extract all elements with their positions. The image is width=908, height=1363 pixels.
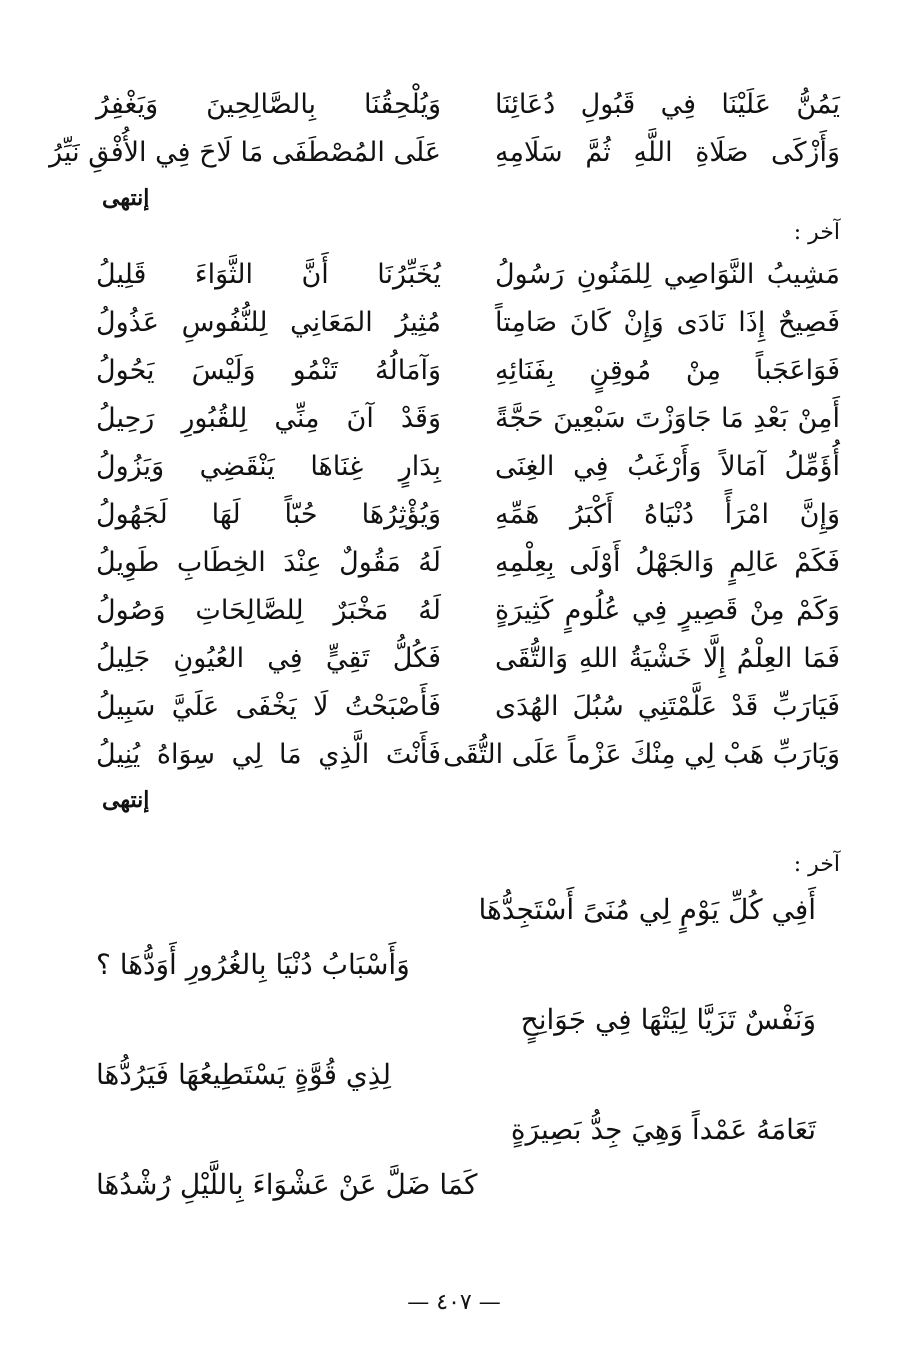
- poem-end-mark: إنتهى: [102, 185, 150, 211]
- verse-first-hemistich: فَيَارَبِّ قَدْ عَلَّمْتَنِي سُبُلَ الهُدَى: [495, 690, 840, 722]
- verse-second-hemistich: بِدَارٍ غِنَاهَا يَنْقَضِي وَيَزُولُ: [96, 450, 441, 482]
- poem-upper: [49, 80, 840, 822]
- poem-end-mark: إنتهى: [102, 787, 150, 813]
- verse-first-hemistich: مَشِيبُ النَّوَاصِي لِلمَنُونِ رَسُولُ: [495, 258, 840, 290]
- section-label: آخر :: [793, 852, 840, 877]
- verse-first-hemistich: أَمِنْ بَعْدِ مَا جَاوَزْتَ سَبْعِينَ حَجَّةً: [495, 402, 840, 434]
- verse-row: [49, 128, 840, 176]
- verse-second-hemistich: لَهُ مَخْبَرٌ لِلصَّالِحَاتِ وَصُولُ: [96, 594, 441, 626]
- verse-row: [96, 586, 840, 634]
- poem-line: وَنَفْسٌ تَزَيَّا لِيَتْهَا فِي جَوَانِحٍ: [520, 1003, 816, 1036]
- verse-first-hemistich: يَمُنُّ عَلَيْنَا فِي قَبُولِ دُعَائِنَا: [495, 88, 840, 120]
- poem-lower: [96, 848, 840, 1212]
- verse-second-hemistich: وَقَدْ آنَ مِنِّي لِلقُبُورِ رَحِيلُ: [96, 402, 441, 434]
- verse-second-hemistich: مُثِيرُ المَعَانِي لِلنُّفُوسِ عَذُولُ: [96, 306, 441, 338]
- verse-second-hemistich: لَهُ مَقُولٌ عِنْدَ الخِطَابِ طَوِيلُ: [96, 546, 441, 578]
- verse-row: [96, 682, 840, 730]
- verse-second-hemistich: عَلَى المُصْطَفَى مَا لَاحَ فِي الأُفْقِ نَيِّرُ: [49, 136, 441, 168]
- verse-first-hemistich: وَأَزْكَى صَلَاةِ اللَّهِ ثُمَّ سَلَامِهِ: [495, 136, 840, 168]
- verse-second-hemistich: فَأَصْبَحْتُ لَا يَخْفَى عَلَيَّ سَبِيلُ: [96, 690, 441, 722]
- poem-verses: [96, 250, 840, 778]
- verse-row: [96, 394, 840, 442]
- verse-second-hemistich: فَأَنْتَ الَّذِي مَا لِي سِوَاهُ يُنِيلُ: [96, 738, 441, 770]
- poem-line: تَعَامَهُ عَمْداً وَهِيَ جِدُّ بَصِيرَةٍ: [510, 1113, 816, 1146]
- verse-row: [96, 298, 840, 346]
- verse-second-hemistich: وَآمَالُهُ تَنْمُو وَلَيْسَ يَحُولُ: [96, 354, 441, 386]
- verse-first-hemistich: فَمَا العِلْمُ إِلَّا خَشْيَةُ اللهِ وَالتُّقَى: [495, 642, 840, 674]
- poem-line: كَمَا ضَلَّ عَنْ عَشْوَاءَ بِاللَّيْلِ رُشْدُهَا: [96, 1168, 478, 1201]
- verse-first-hemistich: فَصِيحٌ إِذَا نَادَى وَإِنْ كَانَ صَامِتاً: [495, 306, 840, 338]
- verse-first-hemistich: وَإِنَّ امْرَأً دُنْيَاهُ أَكْبَرُ هَمِّهِ: [495, 498, 840, 530]
- verse-row: [96, 80, 840, 128]
- verse-row: [96, 250, 840, 298]
- verse-row: [96, 730, 840, 778]
- poem-line: أَفِي كُلِّ يَوْمٍ لِي مُنَىً أَسْتَجِدُّهَا: [478, 893, 816, 926]
- verse-first-hemistich: فَكَمْ عَالِمٍ وَالجَهْلُ أَوْلَى بِعِلْمِهِ: [495, 546, 840, 578]
- verse-second-hemistich: وَيُلْحِقُنَا بِالصَّالِحِينَ وَيَغْفِرُ: [96, 88, 441, 120]
- verse-second-hemistich: وَيُؤْثِرُهَا حُبّاً لَهَا لَجَهُولُ: [96, 498, 441, 530]
- verse-first-hemistich: وَكَمْ مِنْ قَصِيرٍ فِي عُلُومٍ كَثِيرَةٍ: [495, 594, 840, 626]
- verse-second-hemistich: فَكُلُّ تَقِيٍّ فِي العُيُونِ جَلِيلُ: [96, 642, 441, 674]
- poem-line: وَأَسْبَابُ دُنْيَا بِالغُرُورِ أَوَدُّهَا ؟: [96, 948, 410, 981]
- verse-second-hemistich: يُخَبِّرُنَا أَنَّ الثَّوَاءَ قَلِيلُ: [96, 258, 441, 290]
- verse-row: [96, 538, 840, 586]
- section-label: آخر :: [793, 220, 840, 245]
- verse-row: [96, 490, 840, 538]
- verse-row: [96, 634, 840, 682]
- verse-first-hemistich: وَيَارَبِّ هَبْ لِي مِنْكَ عَزْماً عَلَى التُّقَى: [443, 738, 840, 770]
- verse-first-hemistich: فَوَاعَجَباً مِنْ مُوقِنٍ بِفَنَائِهِ: [495, 354, 840, 386]
- poem-line: لِذِي قُوَّةٍ يَسْتَطِيعُهَا فَيَرُدُّهَا: [96, 1058, 391, 1091]
- page-number: — ٤٠٧ —: [407, 1290, 501, 1315]
- verse-row: [96, 346, 840, 394]
- verse-first-hemistich: أُؤَمِّلُ آمَالاً وَأَرْغَبُ فِي الغِنَى: [495, 450, 840, 482]
- verse-row: [96, 442, 840, 490]
